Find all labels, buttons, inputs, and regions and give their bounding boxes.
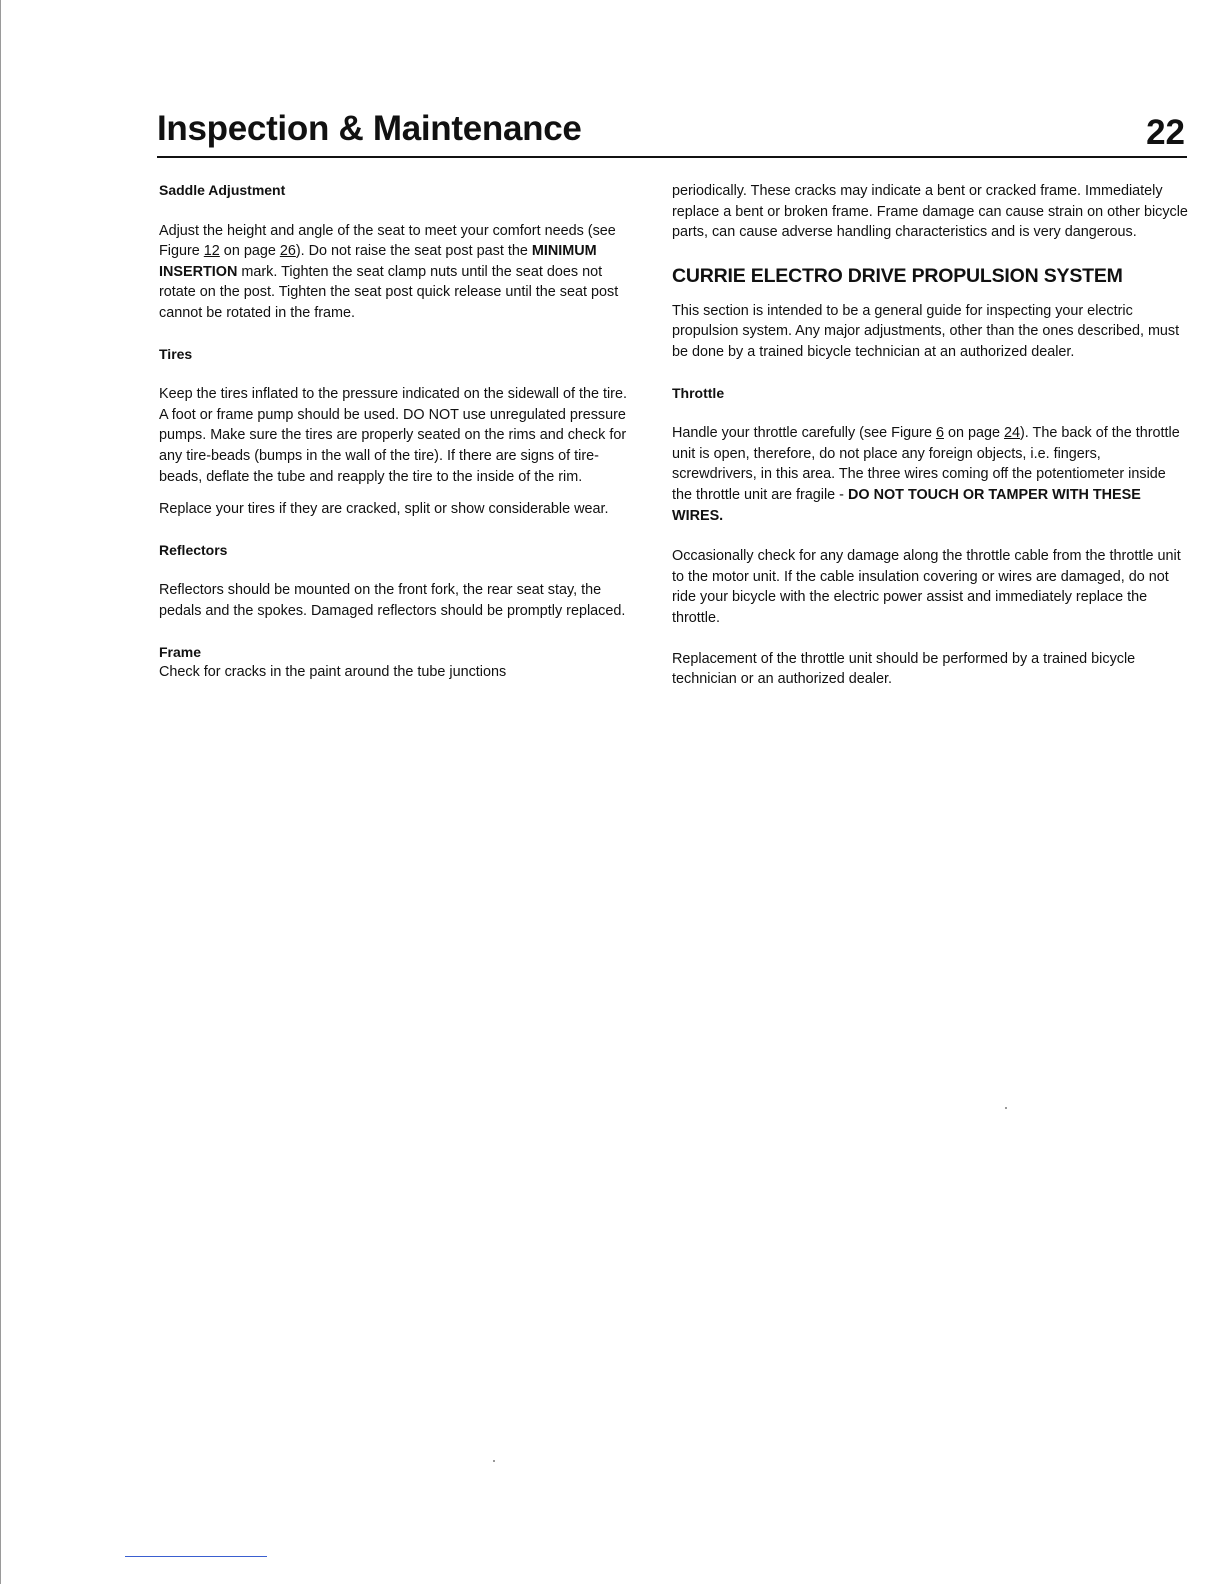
tires-paragraph-1: Keep the tires inflated to the pressure indicated on the sidewall of the tire. A foot or frame pump should be used. DO NOT use unregulated pressure pumps. Make sure the tires are properly seated on the rims and check for any tire-beads (bumps in the wall of the tire). If there are signs of tire-beads, deflate the tube and reapply the tire to the inside of the rim. <box>159 386 627 485</box>
throttle-text-3: ). The back of the throttle unit is open, therefore, do not place any foreign objects, i.e. fingers, screwdrivers, in this area. The three wires coming off the potentiometer inside the throttle unit are fragile - <box>672 425 1180 503</box>
throttle-page-ref: 24 <box>1003 425 1020 442</box>
saddle-figure-ref: 12 <box>203 243 220 260</box>
page-number: 22 <box>1146 113 1185 152</box>
tires-heading: Tires <box>159 345 193 362</box>
tires-paragraph-2: Replace your tires if they are cracked, split or show considerable wear. <box>159 501 609 518</box>
throttle-paragraph-3: Replacement of the throttle unit should be performed by a trained bicycle technician or an authorized dealer. <box>672 650 1136 688</box>
saddle-text-2: on page <box>219 243 280 260</box>
minimum-insertion-label: MINIMUM INSERTION <box>159 243 597 280</box>
throttle-figure-ref: 6 <box>935 425 944 442</box>
frame-heading: Frame <box>159 643 202 660</box>
saddle-adjustment-paragraph <box>159 221 629 324</box>
propulsion-intro-paragraph: This section is intended to be a general guide for inspecting your electric propulsion system. Any major adjustments, other than the ones described, must be done by a trained bicycle technician at an authorized dealer. <box>672 302 1180 360</box>
frame-paragraph: Check for cracks in the paint around the tube junctions <box>159 664 507 681</box>
throttle-text-1: Handle your throttle carefully (see Figure <box>672 425 936 442</box>
wires-warning: DO NOT TOUCH OR TAMPER WITH THESE WIRES. <box>672 486 1141 524</box>
scan-edge-line <box>0 0 1 1584</box>
right-column <box>672 181 1188 690</box>
saddle-page-ref: 26 <box>279 243 296 260</box>
throttle-paragraph-1 <box>672 423 1188 526</box>
propulsion-system-heading: CURRIE ELECTRO DRIVE PROPULSION SYSTEM <box>672 264 1123 287</box>
scan-bottom-line <box>125 1556 267 1557</box>
frame-continued-paragraph: periodically. These cracks may indicate a bent or cracked frame. Immediately replace a bent or broken frame. Frame damage can cause strain on other bicycle parts, can cause adverse handling characteristics and is very dangerous. <box>672 183 1188 241</box>
scan-speck <box>1005 1107 1007 1109</box>
scan-speck <box>493 1460 495 1462</box>
left-column <box>159 180 629 683</box>
page-title: Inspection & Maintenance <box>157 109 582 148</box>
throttle-text-2: on page <box>943 425 1004 442</box>
saddle-adjustment-heading: Saddle Adjustment <box>159 182 286 198</box>
saddle-text-3: ). Do not raise the seat post past the <box>295 243 532 260</box>
throttle-heading: Throttle <box>672 384 725 401</box>
reflectors-paragraph: Reflectors should be mounted on the front fork, the rear seat stay, the pedals and the spokes. Damaged reflectors should be promptly replaced. <box>159 582 626 619</box>
page-header <box>157 106 1187 158</box>
saddle-text-4: mark. Tighten the seat clamp nuts until the seat does not rotate on the post. Tighten the seat post quick release until the seat post cannot be rotated in the frame. <box>159 263 619 321</box>
reflectors-heading: Reflectors <box>159 541 228 558</box>
saddle-text-1: Adjust the height and angle of the seat to meet your comfort needs (see Figure <box>159 222 616 260</box>
throttle-paragraph-2: Occasionally check for any damage along the throttle cable from the throttle unit to the motor unit. If the cable insulation covering or wires are damaged, do not ride your bicycle with the electric power assist and immediately replace the throttle. <box>672 548 1181 626</box>
